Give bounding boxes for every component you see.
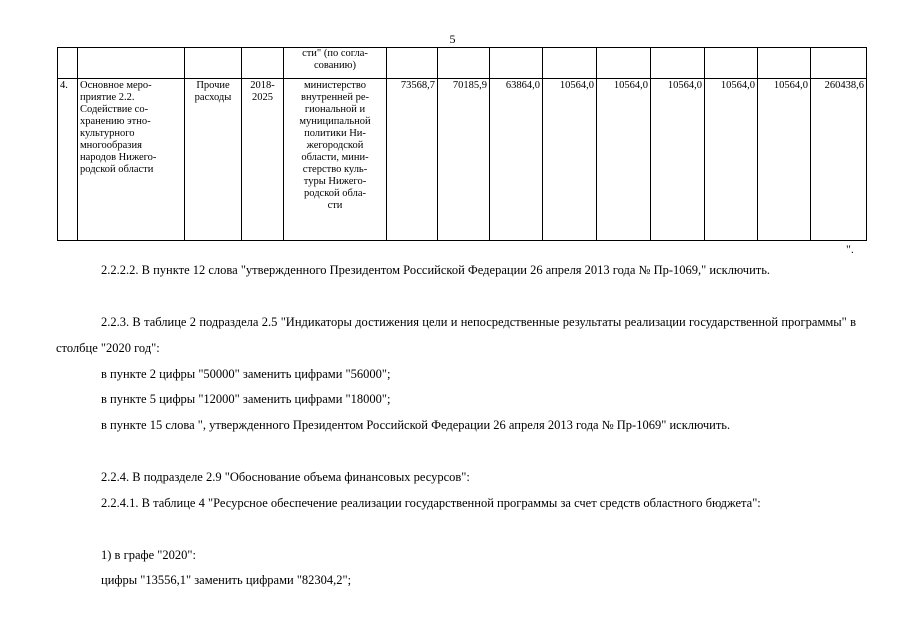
table-row (58, 79, 867, 241)
activity-name: Основное меро- приятие 2.2. Содействие со- хранению этно- культурного многообразия народов Нижего- родской области (78, 79, 185, 241)
paragraph: 2.2.2.2. В пункте 12 слова "утвержденного Президентом Российской Федерации 26 апреля 2013 года № Пр-1069," исключить. (101, 263, 771, 277)
funding-table (57, 47, 867, 241)
value-cell: 10564,0 (705, 79, 758, 241)
table-cell (811, 48, 867, 79)
value-cell-total: 260438,6 (811, 79, 867, 241)
table-cell (651, 48, 705, 79)
value-cell: 70185,9 (438, 79, 490, 241)
paragraph: 1) в графе "2020": (101, 548, 196, 562)
executor: министерство внутренней ре- гиональной и муниципальной политики Ни- жегородской области, мини- стерство куль- туры Нижего- родской обла- сти (284, 79, 387, 241)
paragraph: 2.2.3. В таблице 2 подраздела 2.5 "Индикаторы достижения цели и непосредственные результаты реализации государственной программы" в столбце "2020 год": (56, 315, 856, 355)
paragraph: в пункте 15 слова ", утвержденного Президентом Российской Федерации 26 апреля 2013 года № Пр-1069" исключить. (101, 418, 731, 432)
table-cell (78, 48, 185, 79)
paragraph: 2.2.4. В подразделе 2.9 "Обоснование объема финансовых ресурсов": (101, 470, 470, 484)
paragraph: 2.2.4.1. В таблице 4 "Ресурсное обеспечение реализации государственной программы за счет средств областного бюджета": (101, 496, 761, 510)
page-number: 5 (449, 32, 456, 46)
value-cell: 10564,0 (543, 79, 597, 241)
table-row-continuation (58, 48, 867, 79)
period: 2018- 2025 (242, 79, 284, 241)
table-cell (438, 48, 490, 79)
table-cell-executor-continuation: сти" (по согла- сованию) (284, 48, 387, 79)
table-cell (705, 48, 758, 79)
value-cell: 63864,0 (490, 79, 543, 241)
table-cell (58, 48, 78, 79)
table-cell (597, 48, 651, 79)
paragraph: цифры "13556,1" заменить цифрами "82304,2"; (101, 573, 352, 587)
table-cell (242, 48, 284, 79)
table-closing-quote: ". (846, 242, 854, 256)
paragraph: в пункте 2 цифры "50000" заменить цифрами "56000"; (101, 367, 391, 381)
value-cell: 10564,0 (597, 79, 651, 241)
table-cell (758, 48, 811, 79)
table-cell (387, 48, 438, 79)
table-cell (185, 48, 242, 79)
value-cell: 10564,0 (651, 79, 705, 241)
paragraph: в пункте 5 цифры "12000" заменить цифрами "18000"; (101, 392, 391, 406)
value-cell: 10564,0 (758, 79, 811, 241)
expense-type: Прочие расходы (185, 79, 242, 241)
row-number: 4. (58, 79, 78, 241)
table-cell (490, 48, 543, 79)
value-cell: 73568,7 (387, 79, 438, 241)
table-cell (543, 48, 597, 79)
